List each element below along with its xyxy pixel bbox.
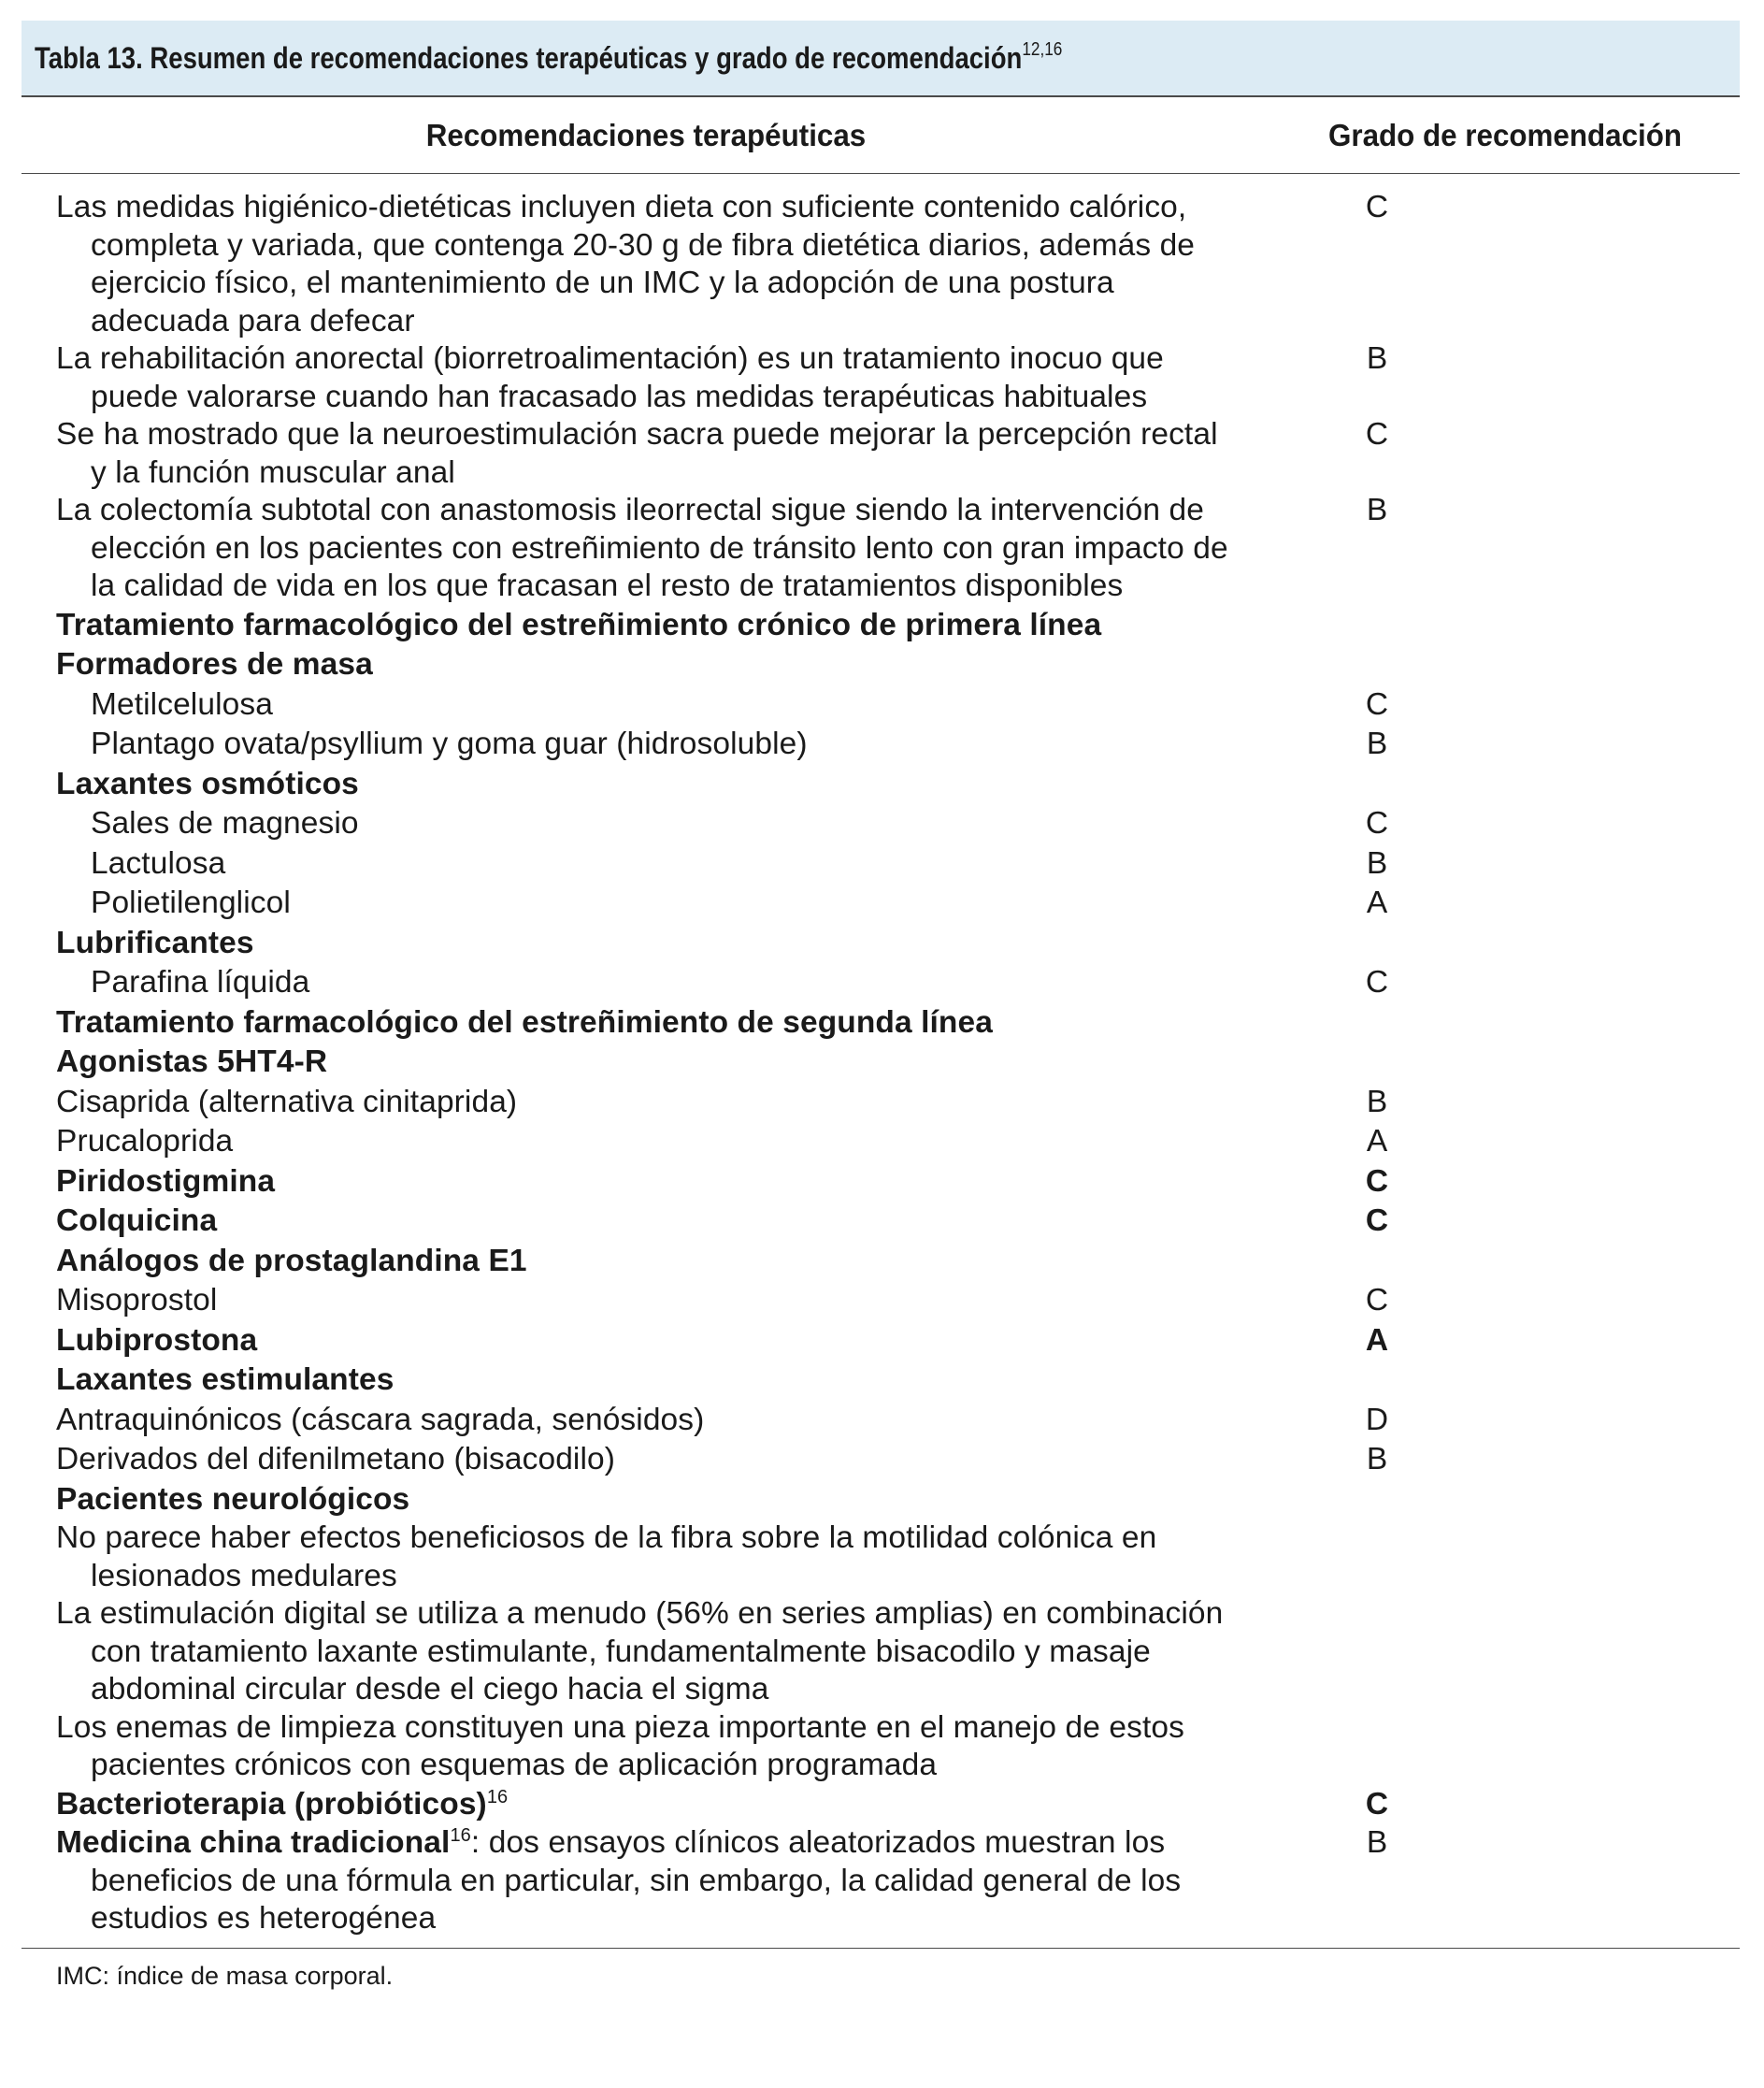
grade-cell <box>1237 340 1517 416</box>
grade-cell <box>1237 1003 1517 1044</box>
table-footnote: IMC: índice de masa corporal. <box>56 1961 394 1990</box>
grade-cell <box>1237 1122 1517 1162</box>
table-row <box>22 1202 1740 1242</box>
table-row <box>22 963 1740 1003</box>
recommendation-cell <box>22 1043 1237 1083</box>
grade-cell <box>1237 189 1517 340</box>
table-row <box>22 1003 1740 1044</box>
recommendation-text: Metilcelulosa <box>91 686 273 722</box>
recommendation-text: Derivados del difenilmetano (bisacodilo) <box>56 1442 616 1476</box>
grade-value: B <box>1366 341 1388 376</box>
table-row <box>22 1043 1740 1083</box>
grade-cell <box>1237 765 1517 805</box>
table-row <box>22 1321 1740 1361</box>
grade-cell <box>1237 492 1517 606</box>
reference-superscript: 16 <box>450 1825 471 1846</box>
recommendation-cell <box>22 884 1237 924</box>
recommendation-cell <box>22 645 1237 685</box>
recommendation-text: Tratamiento farmacológico del estreñimiento crónico de primera línea <box>56 607 1102 642</box>
recommendation-text: No parece haber efectos beneficiosos de la fibra sobre la motilidad colónica en lesionados medulares <box>56 1520 1157 1593</box>
grade-cell <box>1237 1480 1517 1520</box>
grade-cell <box>1237 416 1517 492</box>
recommendation-label: Bacterioterapia (probióticos) <box>56 1786 487 1822</box>
recommendation-cell <box>22 340 1237 416</box>
recommendation-cell <box>22 1083 1237 1123</box>
grade-cell <box>1237 645 1517 685</box>
table-row <box>22 1401 1740 1441</box>
recommendation-text: Cisaprida (alternativa cinitaprida) <box>56 1084 518 1119</box>
grade-cell <box>1237 1824 1517 1938</box>
grade-value: A <box>1365 1322 1389 1358</box>
recommendation-text: La estimulación digital se utiliza a menudo (56% en series amplias) en combinación con tratamiento laxante estimulante, fundamentalmente bisacodilo y masaje abdominal circular desde el ciego hacia el sigma <box>56 1596 1224 1706</box>
table-row <box>22 844 1740 885</box>
recommendation-cell <box>22 1480 1237 1520</box>
table-title: Tabla 13. Resumen de recomendaciones terapéuticas y grado de recomendación$^{12,16}$ <box>35 38 1063 75</box>
title-reference: 12,16 <box>1022 38 1063 60</box>
grade-cell <box>1237 1440 1517 1480</box>
recommendation-text: Agonistas 5HT4-R <box>56 1044 328 1079</box>
recommendation-cell <box>22 1595 1237 1709</box>
recommendation-text: Análogos de prostaglandina E1 <box>56 1243 527 1278</box>
column-header-grade: Grado de recomendación <box>1327 117 1683 152</box>
recommendation-cell <box>22 189 1237 340</box>
recommendation-text: Polietilenglicol <box>91 886 291 920</box>
table-title-bar <box>22 21 1740 97</box>
recommendation-cell <box>22 1361 1237 1401</box>
recommendation-cell <box>22 1440 1237 1480</box>
recommendation-text: La rehabilitación anorectal (biorretroalimentación) es un tratamiento inocuo que puede valorarse cuando han fracasado las medidas terapéuticas habituales <box>56 341 1164 414</box>
grade-value: A <box>1366 1124 1388 1159</box>
table-row <box>22 645 1740 685</box>
table-row <box>22 1480 1740 1520</box>
grade-cell <box>1237 606 1517 646</box>
grade-value: B <box>1366 845 1388 881</box>
grade-value: D <box>1365 1402 1389 1437</box>
grade-value: C <box>1365 417 1389 452</box>
table-row <box>22 340 1740 416</box>
table-row <box>22 804 1740 844</box>
recommendation-cell <box>22 1785 1237 1825</box>
recommendation-text: Sales de magnesio <box>91 806 359 841</box>
grade-cell <box>1237 725 1517 765</box>
table-row <box>22 606 1740 646</box>
grade-value: C <box>1365 686 1389 722</box>
table-row <box>22 1519 1740 1595</box>
table-row <box>22 1242 1740 1282</box>
recommendation-text: Antraquinónicos (cáscara sagrada, senósidos) <box>56 1402 705 1437</box>
recommendation-text: Plantago ovata/psyllium y goma guar (hidrosoluble) <box>91 727 808 761</box>
recommendation-text: Piridostigmina <box>56 1163 276 1199</box>
grade-cell <box>1237 1281 1517 1321</box>
recommendation-cell <box>22 685 1237 726</box>
table-row <box>22 1361 1740 1401</box>
grade-value: B <box>1366 1825 1388 1860</box>
grade-value: B <box>1366 493 1388 527</box>
recommendation-cell <box>22 1824 1237 1938</box>
table-row <box>22 924 1740 964</box>
recommendation-text <box>56 1824 1237 1938</box>
recommendation-text <box>56 1785 1237 1825</box>
recommendation-cell <box>22 1242 1237 1282</box>
recommendation-text: Las medidas higiénico-dietéticas incluyen dieta con suficiente contenido calórico, completa y variada, que contenga 20-30 g de fibra dietética diarios, además de ejercicio físico, el mantenimiento de un IMC y la adopción de una postura adecuada para defecar <box>56 190 1196 338</box>
recommendation-text: Se ha mostrado que la neuroestimulación sacra puede mejorar la percepción rectal y la función muscular anal <box>56 417 1218 490</box>
recommendation-body: : dos ensayos clínicos aleatorizados muestran los beneficios de una fórmula en particular, sin embargo, la calidad general de los estudios es heterogénea <box>91 1825 1182 1936</box>
recommendation-cell <box>22 492 1237 606</box>
recommendation-cell <box>22 765 1237 805</box>
recommendation-text: Lubrificantes <box>56 925 254 960</box>
table-body <box>22 174 1740 1949</box>
grade-value: C <box>1365 965 1389 1000</box>
table-row <box>22 1281 1740 1321</box>
recommendation-text: Lubiprostona <box>56 1322 258 1358</box>
table-row <box>22 725 1740 765</box>
grade-cell <box>1237 924 1517 964</box>
recommendation-cell <box>22 1709 1237 1785</box>
recommendation-cell <box>22 963 1237 1003</box>
recommendation-cell <box>22 606 1237 646</box>
table-row <box>22 765 1740 805</box>
recommendation-cell <box>22 1401 1237 1441</box>
recommendation-text: Colquicina <box>56 1203 218 1238</box>
grade-cell <box>1237 963 1517 1003</box>
recommendation-text: Formadores de masa <box>56 647 373 682</box>
grade-cell <box>1237 1401 1517 1441</box>
recommendation-text: Laxantes osmóticos <box>56 766 359 801</box>
recommendation-cell <box>22 1281 1237 1321</box>
grade-cell <box>1237 1595 1517 1709</box>
recommendation-text: Prucaloprida <box>56 1124 234 1159</box>
recommendation-cell <box>22 1321 1237 1361</box>
table-row <box>22 1083 1740 1123</box>
grade-cell <box>1237 804 1517 844</box>
recommendation-text: Tratamiento farmacológico del estreñimiento de segunda línea <box>56 1004 993 1040</box>
recommendation-bold-label: Medicina china tradicional <box>56 1825 451 1860</box>
recommendation-cell <box>22 804 1237 844</box>
table-row <box>22 685 1740 726</box>
table-row <box>22 1824 1740 1938</box>
recommendation-text: Pacientes neurológicos <box>56 1481 410 1517</box>
recommendation-text: Parafina líquida <box>91 965 310 1000</box>
grade-value: B <box>1366 1084 1388 1119</box>
table-header-row <box>22 97 1740 174</box>
table-row <box>22 492 1740 606</box>
grade-cell <box>1237 1519 1517 1595</box>
recommendation-cell <box>22 1122 1237 1162</box>
grade-cell <box>1237 1785 1517 1825</box>
recommendation-text: Misoprostol <box>56 1283 218 1318</box>
grade-value: C <box>1365 1163 1389 1199</box>
grade-value: B <box>1366 1442 1388 1476</box>
grade-cell <box>1237 1202 1517 1242</box>
grade-cell <box>1237 844 1517 885</box>
grade-cell <box>1237 1321 1517 1361</box>
recommendation-text: La colectomía subtotal con anastomosis ileorrectal sigue siendo la intervención de elección en los pacientes con estreñimiento de tránsito lento con gran impacto de la calidad de vida en los que fracasan el resto de tratamientos disponibles <box>56 493 1228 603</box>
recommendation-cell <box>22 416 1237 492</box>
recommendation-cell <box>22 1162 1237 1202</box>
table-row <box>22 416 1740 492</box>
grade-cell <box>1237 1361 1517 1401</box>
grade-cell <box>1237 1709 1517 1785</box>
grade-value: C <box>1365 190 1389 224</box>
grade-cell <box>1237 1242 1517 1282</box>
table-row <box>22 1785 1740 1825</box>
table-row <box>22 189 1740 340</box>
recommendation-cell <box>22 1003 1237 1044</box>
reference-superscript: 16 <box>486 1786 509 1807</box>
recommendation-cell <box>22 844 1237 885</box>
grade-value: B <box>1366 727 1388 761</box>
table-row <box>22 884 1740 924</box>
table-row <box>22 1595 1740 1709</box>
grade-value: A <box>1366 886 1388 920</box>
grade-cell <box>1237 685 1517 726</box>
column-header-recommendations: Recomendaciones terapéuticas <box>425 117 867 152</box>
recommendation-text: Los enemas de limpieza constituyen una pieza importante en el manejo de estos pacientes crónicos con esquemas de aplicación programada <box>56 1709 1184 1782</box>
table-row <box>22 1440 1740 1480</box>
table-row <box>22 1122 1740 1162</box>
grade-cell <box>1237 1162 1517 1202</box>
grade-value: C <box>1365 1786 1389 1822</box>
grade-value: C <box>1365 806 1389 841</box>
grade-value: C <box>1365 1203 1389 1238</box>
grade-cell <box>1237 1083 1517 1123</box>
table-row <box>22 1162 1740 1202</box>
recommendation-cell <box>22 924 1237 964</box>
recommendation-cell <box>22 1519 1237 1595</box>
grade-value: C <box>1365 1283 1389 1318</box>
recommendation-cell <box>22 1202 1237 1242</box>
recommendation-text: Laxantes estimulantes <box>56 1362 394 1397</box>
recommendation-text: Lactulosa <box>91 845 226 881</box>
table-container <box>22 21 1740 1991</box>
recommendation-cell <box>22 725 1237 765</box>
grade-cell <box>1237 884 1517 924</box>
table-row <box>22 1709 1740 1785</box>
grade-cell <box>1237 1043 1517 1083</box>
